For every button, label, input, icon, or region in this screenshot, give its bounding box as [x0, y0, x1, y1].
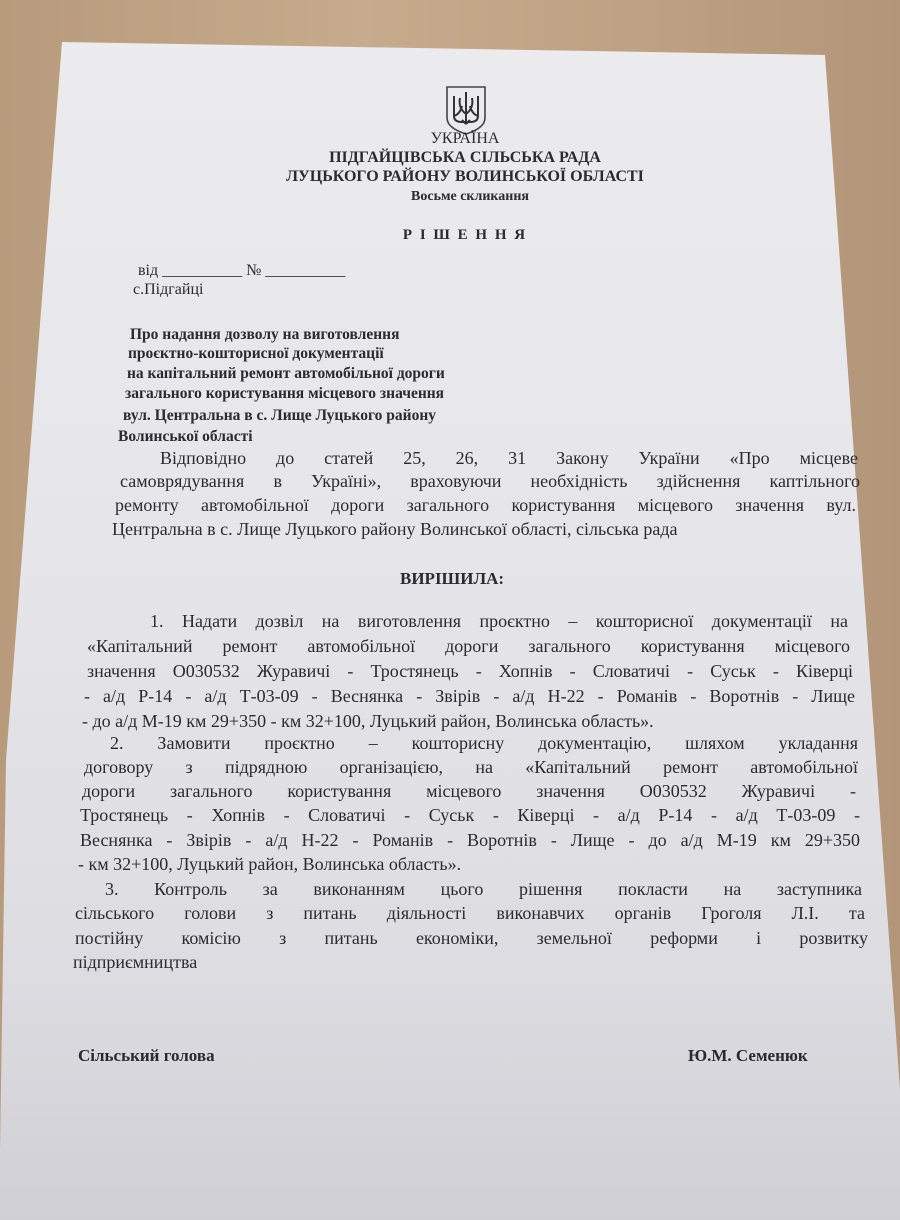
item-line: дороги загального користування місцевого значення О030532 Журавичі -: [82, 781, 856, 801]
decided-heading: ВИРІШИЛА:: [400, 569, 505, 588]
item-line: - км 32+100, Луцький район, Волинська область».: [78, 854, 462, 874]
title-line: проєктно-кошторисної документації: [128, 345, 384, 362]
item-line: договору з підрядною організацією, на «Капітальний ремонт автомобільної: [84, 757, 858, 777]
place: с.Підгайці: [133, 281, 204, 298]
item-line: сільського голови з питань діяльності виконавчих органів Гроголя Л.І. та: [75, 903, 865, 923]
header-country: УКРАЇНА: [430, 130, 500, 147]
signature-name: Ю.М. Семенюк: [688, 1046, 808, 1065]
preamble-line: Центральна в с. Лище Луцького району Волинської області, сільська рада: [112, 519, 678, 539]
item-line: 1. Надати дозвіл на виготовлення проєктно – кошторисної документації на: [150, 611, 848, 631]
signature-role: Сільський голова: [78, 1046, 215, 1065]
header-convocation: Восьме скликання: [411, 189, 529, 204]
date-number-line: від __________ № __________: [138, 262, 346, 279]
item-line: 2. Замовити проєктно – кошторисну документацію, шляхом укладання: [110, 733, 858, 753]
title-line: Волинської області: [118, 428, 253, 445]
title-line: на капітальний ремонт автомобільної дороги: [127, 365, 445, 382]
item-line: 3. Контроль за виконанням цього рішення покласти на заступника: [105, 879, 862, 899]
item-line: - а/д Р-14 - а/д Т-03-09 - Веснянка - Звірів - а/д Н-22 - Романів - Воротнів - Лище: [84, 686, 855, 706]
preamble-line: самоврядування в Україні», враховуючи необхідність здійснення каптільного: [120, 471, 860, 491]
item-line: Веснянка - Звірів - а/д Н-22 - Романів - Воротнів - Лище - до а/д М-19 км 29+350: [80, 830, 860, 850]
header-council: ПІДГАЙЦІВСЬКА СІЛЬСЬКА РАДА: [329, 149, 601, 166]
title-line: вул. Центральна в с. Лище Луцького району: [123, 407, 436, 424]
item-line: «Капітальний ремонт автомобільної дороги загального користування місцевого: [87, 636, 850, 656]
document-type-heading: Р І Ш Е Н Н Я: [402, 227, 528, 243]
title-line: Про надання дозволу на виготовлення: [130, 326, 400, 343]
item-line: постійну комісію з питань економіки, земельної реформи і розвитку: [75, 928, 868, 948]
item-line: Тростянець - Хопнів - Словатичі - Суськ - Ківерці - а/д Р-14 - а/д Т-03-09 -: [80, 805, 860, 825]
header-district: ЛУЦЬКОГО РАЙОНУ ВОЛИНСЬКОЇ ОБЛАСТІ: [286, 168, 644, 185]
item-line: - до а/д М-19 км 29+350 - км 32+100, Луцький район, Волинська область».: [82, 711, 654, 731]
item-line: підприємництва: [73, 952, 198, 972]
item-line: значення О030532 Журавичі - Тростянець - Хопнів - Словатичі - Суськ - Ківерці: [87, 661, 853, 681]
title-line: загального користування місцевого значення: [125, 385, 445, 402]
preamble-line: Відповідно до статей 25, 26, 31 Закону України «Про місцеве: [160, 448, 858, 468]
preamble-line: ремонту автомобільної дороги загального користування місцевого значення вул.: [115, 495, 856, 515]
